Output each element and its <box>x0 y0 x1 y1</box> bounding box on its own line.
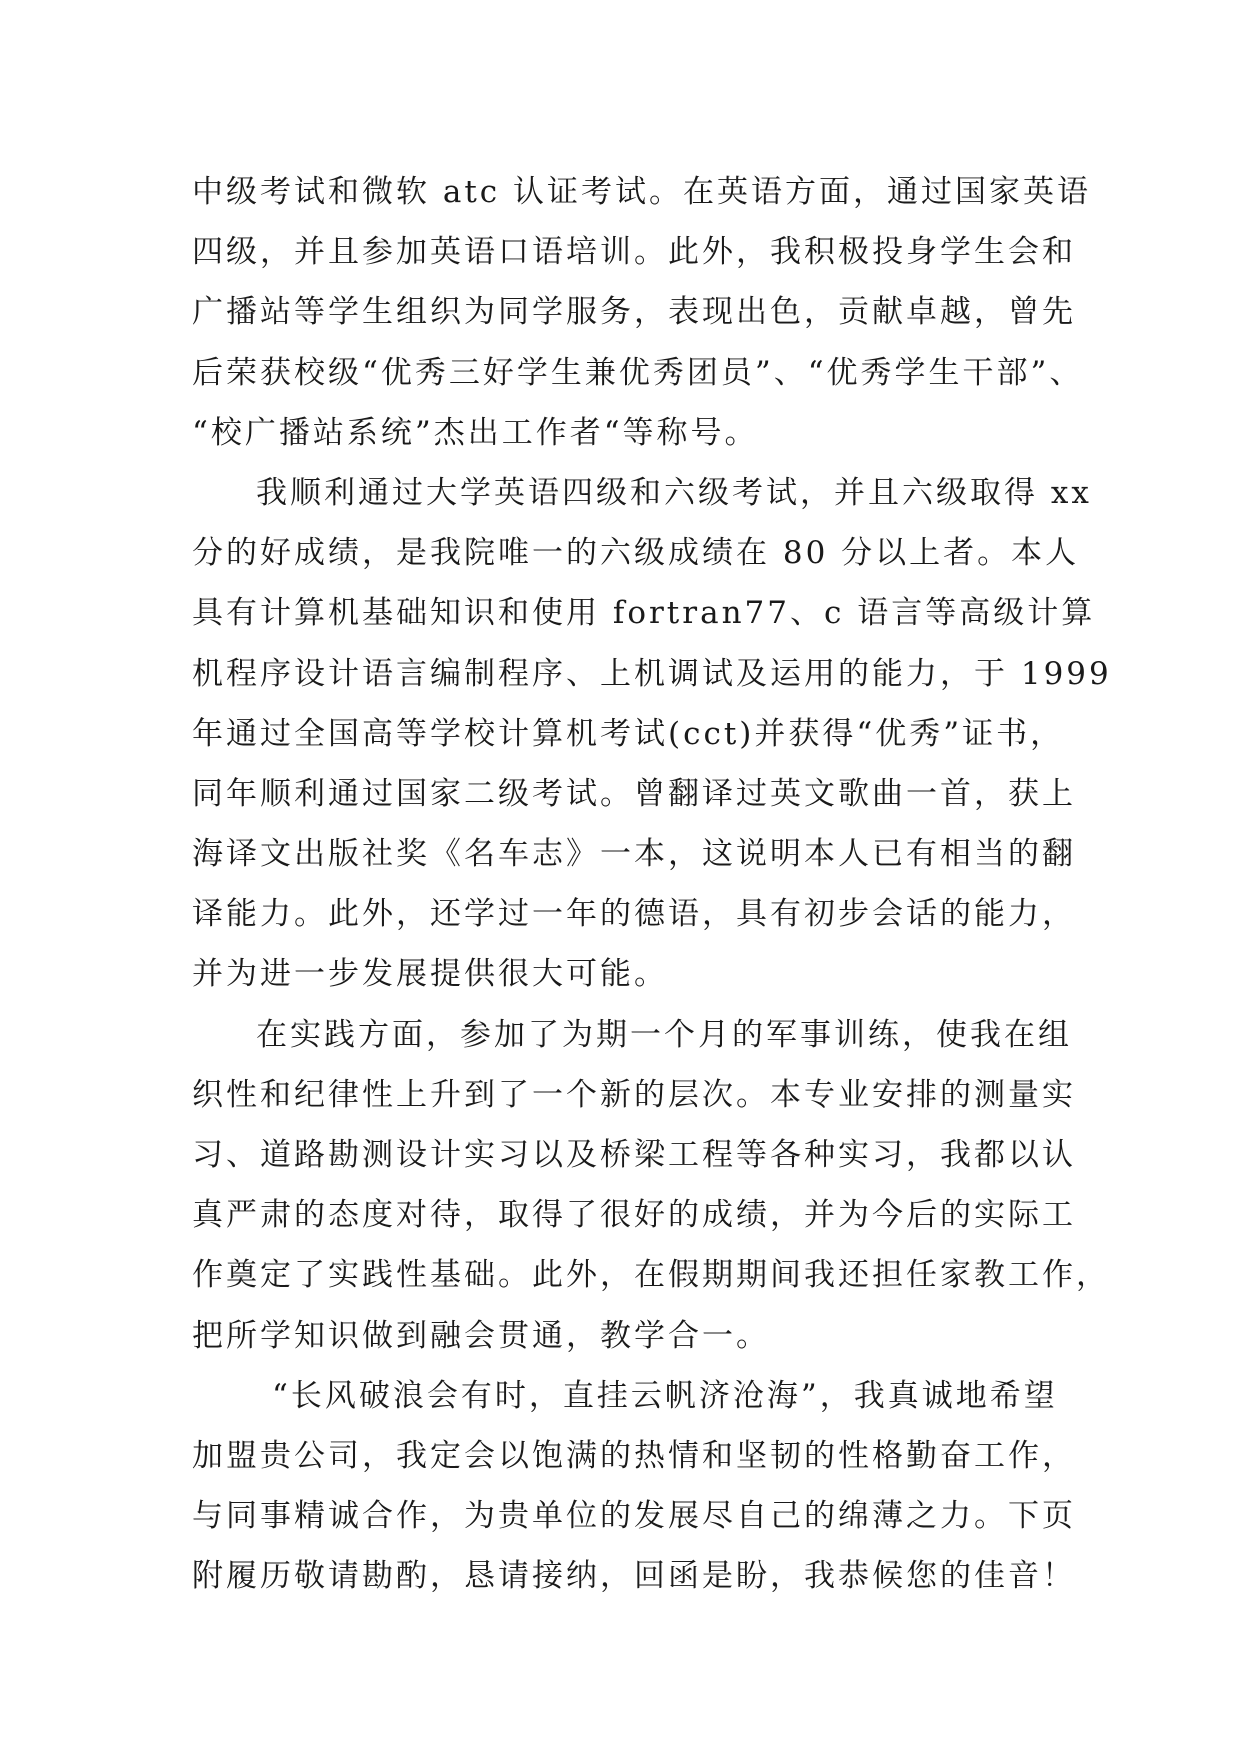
text-line: 具有计算机基础知识和使用 fortran77、c 语言等高级计算 <box>192 595 1096 632</box>
text-line: 后荣获校级“优秀三好学生兼优秀团员”、“优秀学生干部”、 <box>192 354 1084 391</box>
text-line: 四级，并且参加英语口语培训。此外，我积极投身学生会和 <box>192 234 1076 271</box>
text-line: 机程序设计语言编制程序、上机调试及运用的能力，于 1999 <box>192 655 1112 692</box>
text-line: 加盟贵公司，我定会以饱满的热情和坚韧的性格勤奋工作， <box>192 1437 1076 1474</box>
text-line: 与同事精诚合作，为贵单位的发展尽自己的绵薄之力。下页 <box>192 1498 1076 1535</box>
text-line: 译能力。此外，还学过一年的德语，具有初步会话的能力， <box>192 896 1076 933</box>
text-line: 织性和纪律性上升到了一个新的层次。本专业安排的测量实 <box>192 1076 1076 1113</box>
text-line: 并为进一步发展提供很大可能。 <box>192 956 668 993</box>
paragraph-first-line: 在实践方面，参加了为期一个月的军事训练，使我在组 <box>256 1016 1072 1053</box>
text-line: 真严肃的态度对待，取得了很好的成绩，并为今后的实际工 <box>192 1197 1076 1234</box>
text-line: 附履历敬请勘酌，恳请接纳，回函是盼，我恭候您的佳音！ <box>192 1558 1076 1595</box>
text-line: 海译文出版社奖《名车志》一本，这说明本人已有相当的翻 <box>192 836 1076 873</box>
text-line: 同年顺利通过国家二级考试。曾翻译过英文歌曲一首，获上 <box>192 775 1076 812</box>
body-text <box>192 162 1112 1607</box>
text-line: 习、道路勘测设计实习以及桥梁工程等各种实习，我都以认 <box>192 1137 1076 1173</box>
paragraph-first-line: 我顺利通过大学英语四级和六级考试，并且六级取得 xx <box>256 474 1092 511</box>
text-line: “校广播站系统”杰出工作者“等称号。 <box>192 414 759 451</box>
text-line: 把所学知识做到融会贯通，教学合一。 <box>192 1317 770 1354</box>
text-line: 年通过全国高等学校计算机考试(cct)并获得“优秀”证书， <box>192 715 1065 752</box>
text-line: 广播站等学生组织为同学服务，表现出色，贡献卓越，曾先 <box>192 294 1076 331</box>
paragraph-first-line: “长风破浪会有时，直挂云帆济沧海”，我真诚地希望 <box>272 1377 1058 1414</box>
text-line: 分的好成绩，是我院唯一的六级成绩在 80 分以上者。本人 <box>192 535 1080 572</box>
text-line: 作奠定了实践性基础。此外，在假期期间我还担任家教工作， <box>192 1257 1110 1294</box>
text-line: 中级考试和微软 atc 认证考试。在英语方面，通过国家英语 <box>192 174 1092 210</box>
